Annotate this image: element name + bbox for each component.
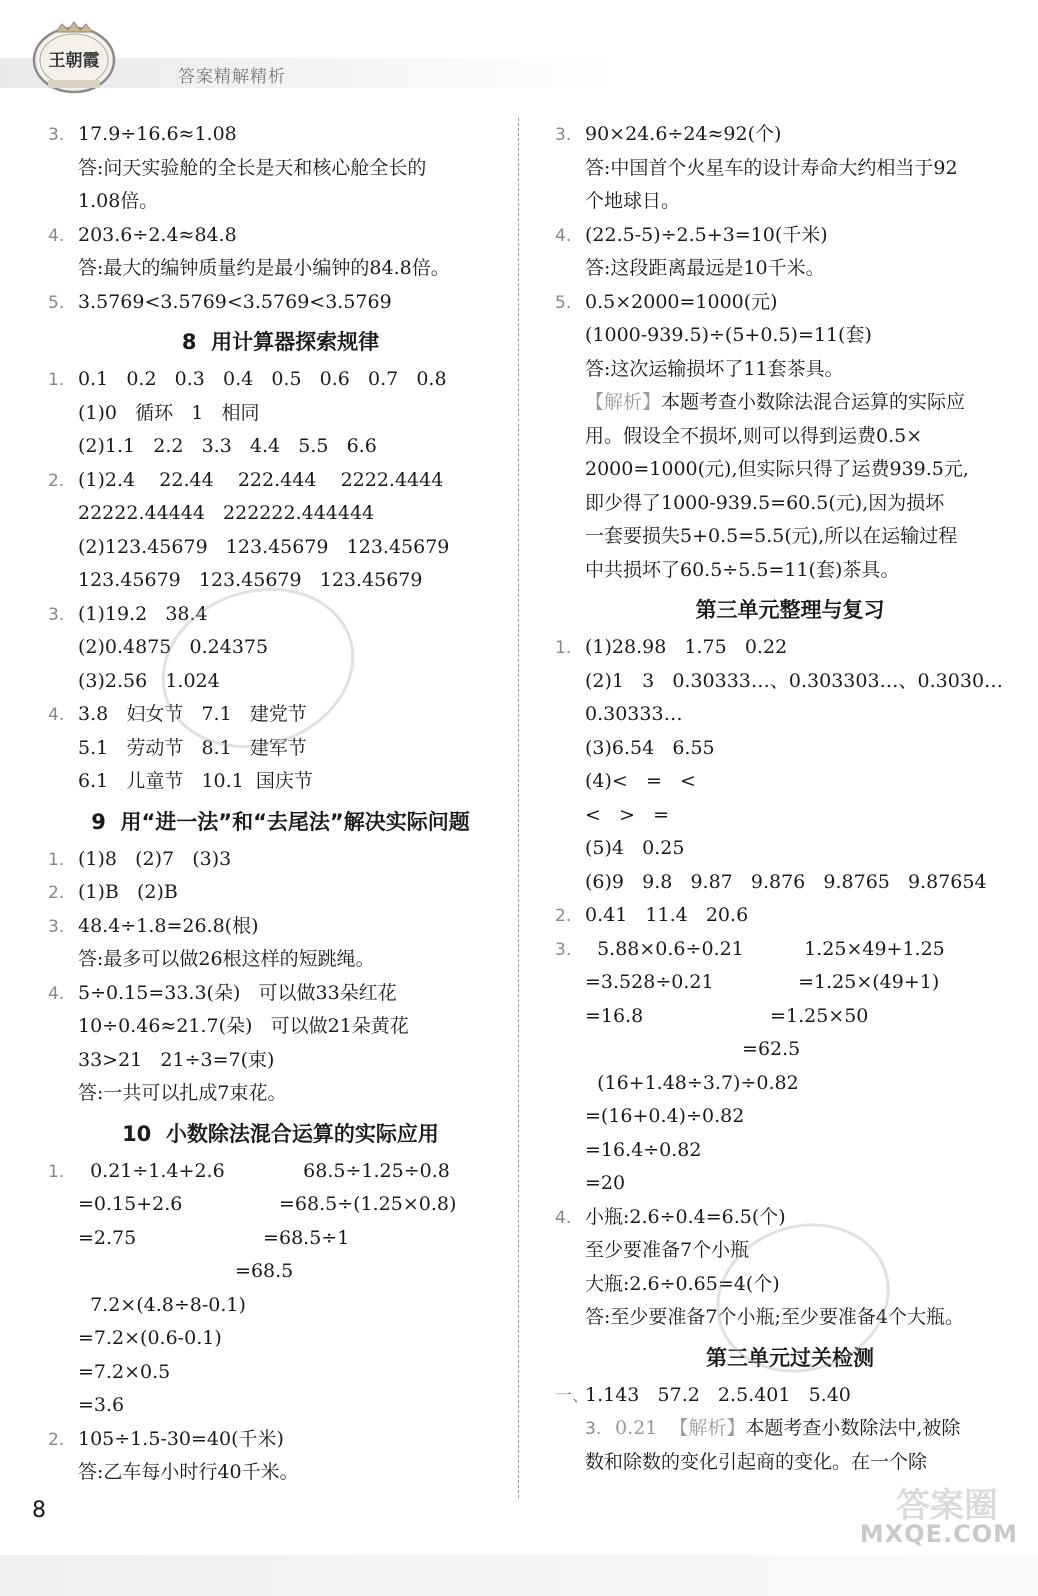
answer-text: (1)28.98 1.75 0.22 xyxy=(585,636,788,658)
answer-line xyxy=(48,876,513,910)
answer-line: 个地球日。 xyxy=(585,190,681,212)
answer-text: 0.41 11.4 20.6 xyxy=(585,904,749,926)
answer-line: (5)4 0.25 xyxy=(585,837,685,859)
item-number: 一、 xyxy=(555,1385,589,1406)
item-number: 4. xyxy=(555,225,572,246)
answer-text: 48.4÷1.8=26.8(根) xyxy=(78,914,259,937)
answer-text: (1)B (2)B xyxy=(78,881,178,903)
item-number: 3. xyxy=(48,125,65,145)
answer-line: =7.2×(0.6-0.1) xyxy=(78,1327,222,1349)
answer-line: =3.6 xyxy=(78,1394,125,1416)
answer-line: 一套要损失5+0.5=5.5(元),所以在运输过程 xyxy=(585,525,958,547)
answer-line: 答:一共可以扎成7束花。 xyxy=(78,1082,287,1104)
answer-line: 123.45679 123.45679 123.45679 xyxy=(78,569,423,591)
section-heading: 第三单元整理与复习 xyxy=(695,598,885,622)
answer-line: 用。假设全不损坏,则可以得到运费0.5× xyxy=(585,424,923,447)
answer-line xyxy=(555,933,1025,967)
analysis-line xyxy=(555,386,1025,420)
item-number: 4. xyxy=(48,225,65,246)
answer-text: 0.1 0.2 0.3 0.4 0.5 0.6 0.7 0.8 xyxy=(78,368,447,390)
answer-text: 17.9÷16.6≈1.08 xyxy=(78,123,237,145)
answer-text: 90×24.6÷24≈92(个) xyxy=(585,123,782,145)
left-column xyxy=(48,118,513,1490)
answer-line: (4)< = < xyxy=(585,770,696,792)
answer-line: (2)123.45679 123.45679 123.45679 xyxy=(78,535,450,558)
answer-line: =16.4÷0.82 xyxy=(585,1138,702,1161)
answer-line: =68.5 xyxy=(78,1260,294,1282)
answer-text: (1)2.4 22.44 222.444 2222.4444 xyxy=(78,468,444,491)
answer-line: 1.08倍。 xyxy=(78,190,159,212)
answer-line: 答:至少要准备7个小瓶;至少要准备4个大瓶。 xyxy=(585,1306,964,1328)
answer-text: 3.5769<3.5769<3.5769<3.5769 xyxy=(78,290,392,313)
header-band xyxy=(0,58,1038,88)
answer-line: 大瓶:2.6÷0.65=4(个) xyxy=(585,1272,780,1295)
item-number: 5. xyxy=(555,292,572,313)
answer-text: 105÷1.5-30=40(千米) xyxy=(78,1427,284,1450)
answer-line: 6.1 儿童节 10.1 国庆节 xyxy=(78,770,313,792)
publisher-logo xyxy=(28,18,120,96)
answer-line: 0.30333… xyxy=(585,703,683,725)
footer-band xyxy=(0,1555,1038,1596)
answer-line xyxy=(48,910,513,944)
answer-text: 3.8 妇女节 7.1 建党节 xyxy=(78,703,307,725)
answer-line xyxy=(48,1423,513,1457)
item-number: 2. xyxy=(555,906,572,926)
answer-line: (16+1.48÷3.7)÷0.82 xyxy=(585,1071,799,1094)
answer-line xyxy=(555,118,1025,152)
item-number: 2. xyxy=(48,1429,65,1450)
answer-line: 中共损坏了60.5÷5.5=11(套)茶具。 xyxy=(585,558,900,581)
answer-line xyxy=(555,899,1025,933)
answer-line: (2)1.1 2.2 3.3 4.4 5.5 6.6 xyxy=(78,435,377,457)
analysis-label: 【解析】 xyxy=(585,391,662,413)
answer-line: 至少要准备7个小瓶 xyxy=(585,1239,750,1261)
answer-line: 22222.44444 222222.444444 xyxy=(78,502,375,524)
answer-text: 小瓶:2.6÷0.4=6.5(个) xyxy=(585,1205,786,1228)
answer-line: 7.2×(4.8÷8-0.1) xyxy=(78,1293,246,1316)
answer-line xyxy=(555,1379,1025,1413)
answer-line: 10÷0.46≈21.7(朵) 可以做21朵黄花 xyxy=(78,1015,409,1037)
answer-line xyxy=(555,286,1025,320)
item-number: 3. xyxy=(585,1419,602,1439)
answer-line: 33>21 21÷3=7(束) xyxy=(78,1048,275,1071)
answer-text: 203.6÷2.4≈84.8 xyxy=(78,223,237,246)
section-heading: 第三单元过关检测 xyxy=(706,1345,874,1370)
answer-line: (3)2.56 1.024 xyxy=(78,669,220,692)
item-number: 4. xyxy=(555,1207,572,1228)
answer-line: =2.75 =68.5÷1 xyxy=(78,1226,350,1249)
answer-line: 答:乙车每小时行40千米。 xyxy=(78,1461,299,1483)
answer-line: =62.5 xyxy=(585,1038,801,1060)
answer-line: 答:这段距离最远是10千米。 xyxy=(585,257,825,279)
answer-text: (1)8 (2)7 (3)3 xyxy=(78,847,232,870)
answer-line xyxy=(48,363,513,397)
analysis-text: 本题考查小数除法中,被除 xyxy=(745,1417,961,1439)
answer-line xyxy=(48,843,513,877)
answer-line: =7.2×0.5 xyxy=(78,1360,171,1383)
item-number: 3. xyxy=(48,604,65,625)
answer-line xyxy=(48,118,513,152)
svg-text:王朝霞: 王朝霞 xyxy=(48,51,100,71)
answer-line xyxy=(48,977,513,1011)
item-number: 1. xyxy=(48,370,65,390)
answer-line xyxy=(48,219,513,253)
item-number: 3. xyxy=(555,939,572,960)
item-number: 4. xyxy=(48,705,65,725)
analysis-text: 本题考查小数除法混合运算的实际应 xyxy=(661,391,966,413)
answer-line: =0.15+2.6 =68.5÷(1.25×0.8) xyxy=(78,1193,457,1215)
answer-line xyxy=(555,1412,1025,1446)
page-number: 8 xyxy=(32,1498,46,1523)
answer-line: =20 xyxy=(585,1172,626,1194)
answer-line: < > = xyxy=(585,803,669,826)
answer-line: (3)6.54 6.55 xyxy=(585,736,715,759)
answer-line xyxy=(48,464,513,498)
answer-text: 0.5×2000=1000(元) xyxy=(585,290,778,313)
item-number: 2. xyxy=(48,883,65,903)
answer-line: 即少得了1000-939.5=60.5(元),因为损坏 xyxy=(585,491,945,514)
answer-line: (6)9 9.8 9.87 9.876 9.8765 9.87654 xyxy=(585,870,987,893)
header-title: 答案精解精析 xyxy=(178,67,286,87)
answer-line xyxy=(555,631,1025,665)
item-number: 1. xyxy=(48,849,65,870)
answer-line: 答:最多可以做26根这样的短跳绳。 xyxy=(78,948,375,970)
answer-line: 答:中国首个火星车的设计寿命大约相当于92 xyxy=(585,156,958,179)
answer-line: (2)1 3 0.30333…、0.303303…、0.3030… xyxy=(585,669,1004,692)
answer-text: 1.143 57.2 2.5.401 5.40 xyxy=(585,1383,851,1406)
column-divider xyxy=(518,118,519,1498)
answer-text: 0.21÷1.4+2.6 68.5÷1.25÷0.8 xyxy=(78,1159,450,1182)
item-number: 4. xyxy=(48,983,65,1004)
watermark-url: MXQE.COM xyxy=(859,1520,1018,1548)
answer-line: =16.8 =1.25×50 xyxy=(585,1004,869,1027)
analysis-label: 0.21 【解析】 xyxy=(615,1417,746,1439)
item-number: 2. xyxy=(48,470,65,491)
answer-line xyxy=(48,286,513,320)
item-number: 1. xyxy=(48,1161,65,1182)
item-number: 3. xyxy=(48,916,65,937)
answer-line xyxy=(48,1155,513,1189)
answer-text: 5.88×0.6÷0.21 1.25×49+1.25 xyxy=(585,937,945,960)
answer-line: (2)0.4875 0.24375 xyxy=(78,636,269,658)
answer-line xyxy=(555,219,1025,253)
watermark-logo-text: 答案圈 xyxy=(896,1486,998,1526)
answer-line: 5.1 劳动节 8.1 建军节 xyxy=(78,736,307,759)
answer-line: =(16+0.4)÷0.82 xyxy=(585,1105,745,1127)
answer-text: (1)19.2 38.4 xyxy=(78,602,208,625)
answer-text: 5÷0.15=33.3(朵) 可以做33朵红花 xyxy=(78,981,397,1004)
answer-line: 数和除数的变化引起商的变化。在一个除 xyxy=(585,1450,928,1473)
item-number: 5. xyxy=(48,292,65,313)
answer-line: (1)0 循环 1 相同 xyxy=(78,401,260,424)
item-number: 1. xyxy=(555,638,572,658)
answer-line: 2000=1000(元),但实际只得了运费939.5元, xyxy=(585,458,969,480)
answer-line: 答:问天实验舱的全长是天和核心舱全长的 xyxy=(78,156,427,179)
item-number: 3. xyxy=(555,125,572,145)
answer-text: (22.5-5)÷2.5+3=10(千米) xyxy=(585,223,828,246)
answer-line: (1000-939.5)÷(5+0.5)=11(套) xyxy=(585,324,872,346)
answer-line: 答:这次运输损坏了11套茶具。 xyxy=(585,357,844,380)
section-heading: 8 用计算器探索规律 xyxy=(181,330,380,354)
answer-line: 答:最大的编钟质量约是最小编钟的84.8倍。 xyxy=(78,257,450,279)
section-heading: 10 小数除法混合运算的实际应用 xyxy=(122,1121,439,1146)
answer-line: =3.528÷0.21 =1.25×(49+1) xyxy=(585,971,940,993)
section-heading: 9 用“进一法”和“去尾法”解决实际问题 xyxy=(91,809,470,834)
